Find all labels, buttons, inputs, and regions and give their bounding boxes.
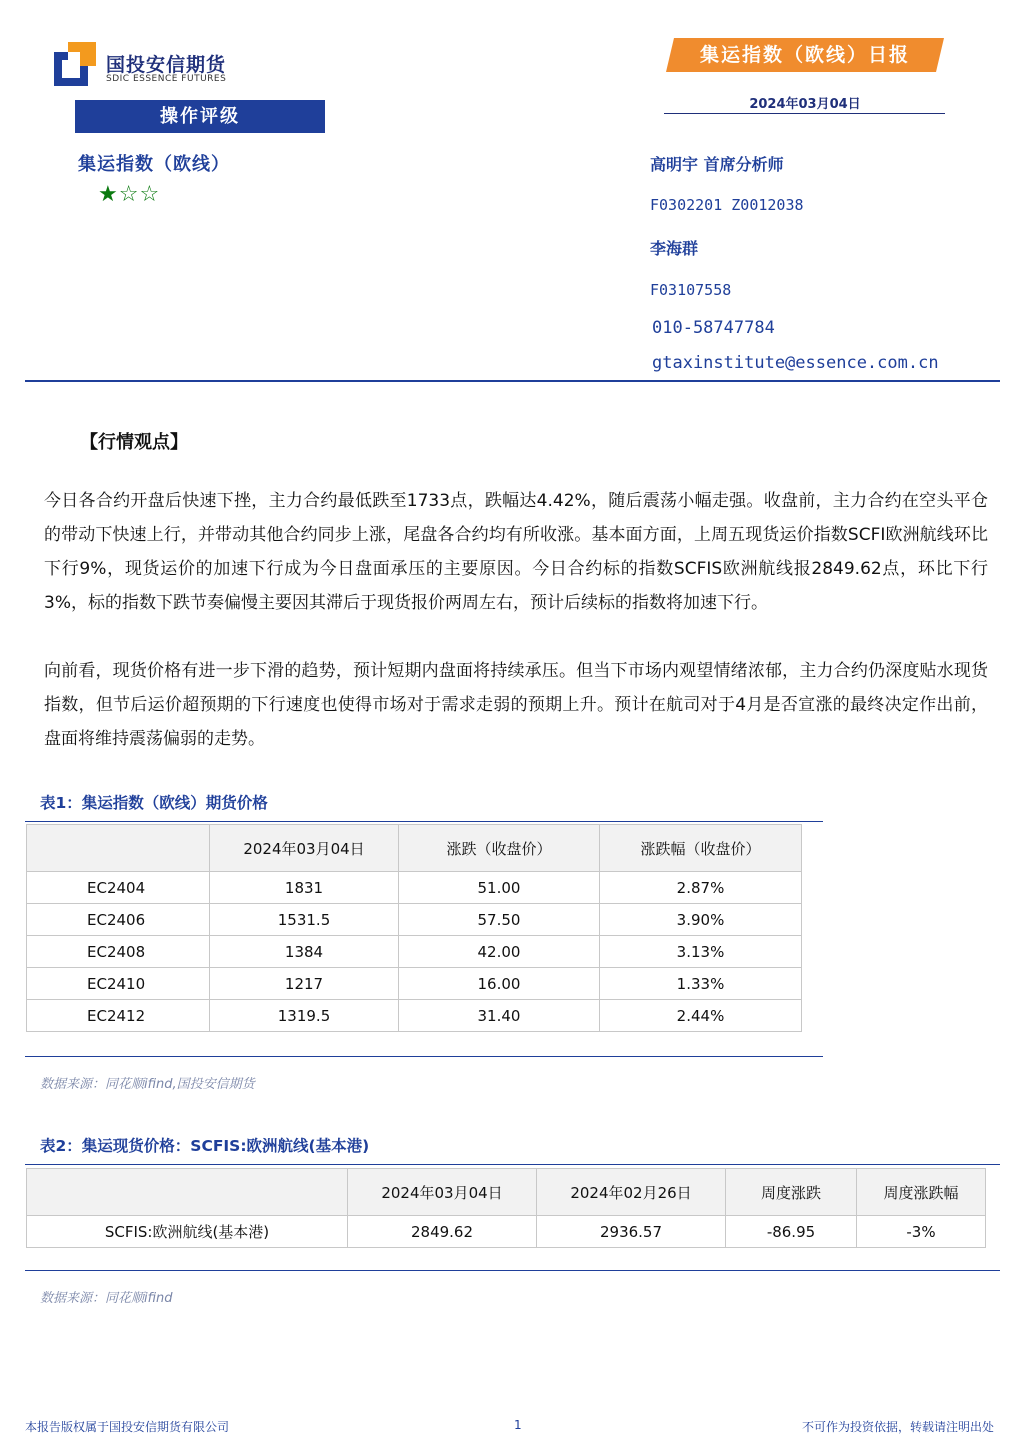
table-header-cell: 周度涨跌幅 xyxy=(857,1169,986,1216)
report-date: 2024年03月04日 xyxy=(749,97,861,112)
price-cell: 2936.57 xyxy=(537,1216,726,1248)
report-title: 集运指数（欧线）日报 xyxy=(699,44,910,66)
table1-title: 表1：集运指数（欧线）期货价格 xyxy=(40,794,268,812)
change-cell: 57.50 xyxy=(399,904,600,936)
contract-code-cell: EC2410 xyxy=(27,968,210,1000)
table2-bottom-rule xyxy=(25,1270,1000,1271)
change-cell: 16.00 xyxy=(399,968,600,1000)
price-cell: 1531.5 xyxy=(210,904,399,936)
analyst-id-1: F0302201 Z0012038 xyxy=(650,196,804,214)
table-header-cell: 涨跌（收盘价） xyxy=(399,825,600,872)
rating-stars-icon: ★☆☆ xyxy=(98,182,161,207)
footer-disclaimer: 不可作为投资依据，转载请注明出处 xyxy=(801,1420,994,1434)
rating-section-label: 操作评级 xyxy=(75,100,325,133)
rating-subject: 集运指数（欧线） xyxy=(78,154,230,175)
table-row xyxy=(27,1000,802,1032)
contract-code-cell: EC2404 xyxy=(27,872,210,904)
company-logo xyxy=(54,42,254,88)
table-header-cell: 涨跌幅（收盘价） xyxy=(600,825,802,872)
change-pct-cell: 2.87% xyxy=(600,872,802,904)
table2-top-rule xyxy=(25,1164,1000,1165)
index-name-cell: SCFIS:欧洲航线(基本港) xyxy=(27,1216,348,1248)
contact-phone: 010-58747784 xyxy=(652,318,775,338)
market-view-paragraph-2: 向前看，现货价格有进一步下滑的趋势，预计短期内盘面将持续承压。但当下市场内观望情绪浓郁，主力合约仍深度贴水现货指数，但节后运价超预期的下行速度也使得市场对于需求走弱的预期上升。预计在航司对于4月是否宣涨的最终决定作出前，盘面将维持震荡偏弱的走势。 xyxy=(44,661,988,749)
change-cell: 51.00 xyxy=(399,872,600,904)
table-header-cell: 2024年03月04日 xyxy=(348,1169,537,1216)
table-row xyxy=(27,904,802,936)
change-cell: 31.40 xyxy=(399,1000,600,1032)
price-cell: 1217 xyxy=(210,968,399,1000)
table1-top-rule xyxy=(25,821,823,822)
table2-title: 表2：集运现货价格：SCFIS:欧洲航线(基本港) xyxy=(40,1137,370,1155)
price-cell: 2849.62 xyxy=(348,1216,537,1248)
footer-page-number: 1 xyxy=(514,1418,522,1432)
table1-source: 数据来源：同花顺ifind,国投安信期货 xyxy=(40,1077,255,1092)
analyst-name-2: 李海群 xyxy=(650,239,699,258)
analyst-id-2: F03107558 xyxy=(650,281,732,299)
table-header-row xyxy=(27,825,802,872)
header-divider xyxy=(25,380,1000,382)
change-cell: 42.00 xyxy=(399,936,600,968)
analyst-name-1: 高明宇 首席分析师 xyxy=(650,155,784,174)
logo-mark-icon xyxy=(54,42,98,86)
table-header-cell xyxy=(27,825,210,872)
table-row xyxy=(27,1216,986,1248)
table-header-cell: 2024年02月26日 xyxy=(537,1169,726,1216)
market-view-paragraph-1: 今日各合约开盘后快速下挫，主力合约最低跌至1733点，跌幅达4.42%，随后震荡小幅走强。收盘前，主力合约在空头平仓的带动下快速上行，并带动其他合约同步上涨，尾盘各合约均有所收涨。基本面方面，上周五现货运价指数SCFI欧洲航线环比下行9%，现货运价的加速下行成为今日盘面承压的主要原因。今日合约标的指数SCFIS欧洲航线报2849.62点，环比下行3%，标的指数下跌节奏偏慢主要因其滞后于现货报价两周左右，预计后续标的指数将加速下行。 xyxy=(44,491,988,613)
contract-code-cell: EC2406 xyxy=(27,904,210,936)
contact-email[interactable]: gtaxinstitute@essence.com.cn xyxy=(652,353,939,373)
footer-copyright: 本报告版权属于国投安信期货有限公司 xyxy=(25,1420,230,1434)
futures-price-table xyxy=(26,824,802,1032)
table-header-row xyxy=(27,1169,986,1216)
table1-bottom-rule xyxy=(25,1056,823,1057)
table-row xyxy=(27,872,802,904)
change-pct-cell: 3.90% xyxy=(600,904,802,936)
spot-price-table xyxy=(26,1168,986,1248)
logo-name-en: SDIC ESSENCE FUTURES xyxy=(106,74,227,84)
table-header-cell: 周度涨跌 xyxy=(726,1169,857,1216)
table-header-cell: 2024年03月04日 xyxy=(210,825,399,872)
report-title-banner xyxy=(666,38,944,72)
price-cell: 1384 xyxy=(210,936,399,968)
logo-name-cn: 国投安信期货 xyxy=(106,54,227,76)
change-pct-cell: -3% xyxy=(857,1216,986,1248)
table-row xyxy=(27,936,802,968)
change-cell: -86.95 xyxy=(726,1216,857,1248)
table-row xyxy=(27,968,802,1000)
price-cell: 1319.5 xyxy=(210,1000,399,1032)
contract-code-cell: EC2408 xyxy=(27,936,210,968)
table2-source: 数据来源：同花顺ifind xyxy=(40,1291,173,1306)
change-pct-cell: 3.13% xyxy=(600,936,802,968)
contract-code-cell: EC2412 xyxy=(27,1000,210,1032)
table-header-cell xyxy=(27,1169,348,1216)
change-pct-cell: 2.44% xyxy=(600,1000,802,1032)
date-divider xyxy=(664,113,945,114)
change-pct-cell: 1.33% xyxy=(600,968,802,1000)
section-heading: 【行情观点】 xyxy=(80,432,188,453)
price-cell: 1831 xyxy=(210,872,399,904)
